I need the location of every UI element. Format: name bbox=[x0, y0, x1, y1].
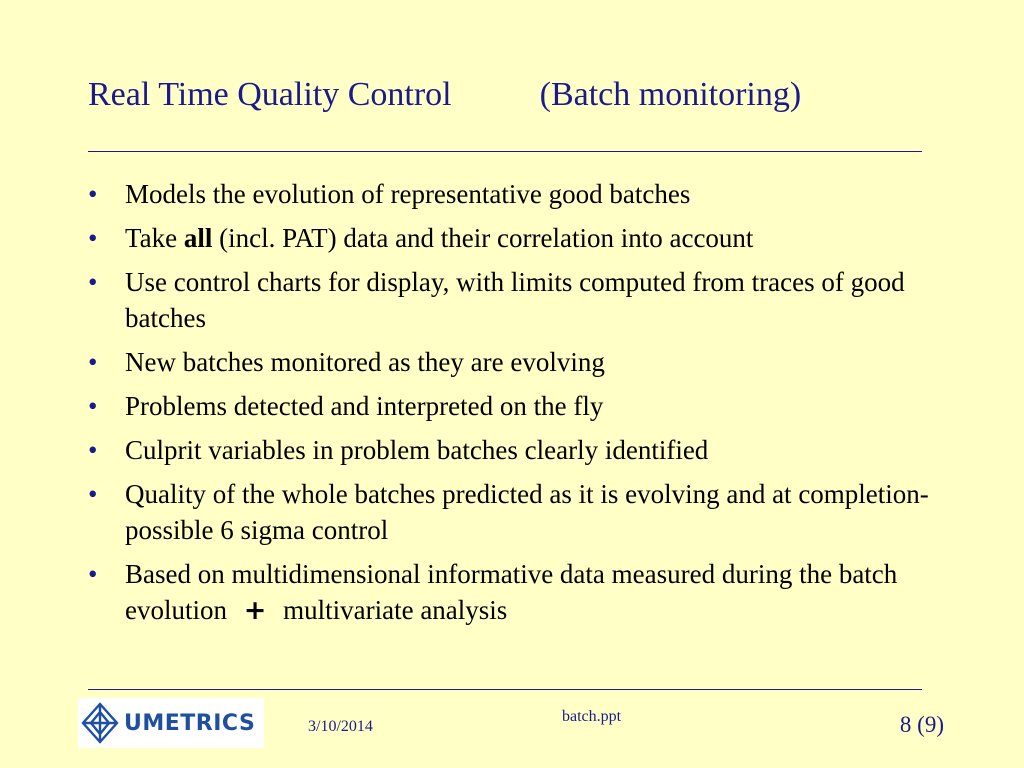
bullet-icon: • bbox=[88, 179, 98, 209]
logo-wordmark: UMETRICS bbox=[124, 710, 256, 736]
bullet-item bbox=[88, 220, 958, 256]
umetrics-logo bbox=[78, 698, 264, 748]
bullet-item bbox=[88, 264, 958, 336]
bullet-item bbox=[88, 432, 958, 468]
bullet-icon: • bbox=[88, 347, 98, 377]
bullet-item bbox=[88, 388, 958, 424]
bullet-text: Quality of the whole batches predicted as it is evolving and at completion- possible 6 sigma control bbox=[125, 479, 929, 545]
bullet-text: Models the evolution of representative good batches bbox=[125, 179, 691, 209]
footer-date: 3/10/2014 bbox=[308, 718, 373, 735]
bullet-text: Culprit variables in problem batches clearly identified bbox=[125, 435, 709, 465]
bullet-text-post: (incl. PAT) data and their correlation into account bbox=[212, 223, 754, 253]
bullet-icon: • bbox=[88, 559, 98, 589]
page-number: 8 (9) bbox=[899, 712, 944, 737]
bullet-icon: • bbox=[88, 267, 98, 297]
slide-title bbox=[88, 76, 801, 114]
bullet-item bbox=[88, 556, 958, 629]
footer-filename: batch.ppt bbox=[562, 708, 622, 725]
umetrics-logo-icon bbox=[80, 701, 120, 745]
top-divider bbox=[88, 151, 922, 152]
bullet-item bbox=[88, 344, 958, 380]
title-main: Real Time Quality Control bbox=[88, 76, 452, 113]
bullet-text: New batches monitored as they are evolving bbox=[125, 347, 605, 377]
bullet-item bbox=[88, 176, 958, 212]
bullet-text-post: multivariate analysis bbox=[276, 595, 508, 625]
plus-symbol: + bbox=[243, 595, 267, 626]
bottom-divider bbox=[88, 689, 922, 690]
bullet-list bbox=[88, 176, 958, 637]
bullet-icon: • bbox=[88, 223, 98, 253]
bullet-icon: • bbox=[88, 479, 98, 509]
bullet-text-pre: Take bbox=[125, 223, 184, 253]
bullet-icon: • bbox=[88, 391, 98, 421]
bullet-text: Use control charts for display, with limits computed from traces of good batches bbox=[125, 267, 905, 333]
bullet-text-pre: Based on multidimensional informative data measured during the batch evolution bbox=[125, 559, 898, 625]
bullet-icon: • bbox=[88, 435, 98, 465]
title-subtitle: (Batch monitoring) bbox=[539, 76, 802, 113]
bullet-text: Problems detected and interpreted on the fly bbox=[125, 391, 604, 421]
bullet-text-bold: all bbox=[183, 223, 213, 253]
bullet-item bbox=[88, 476, 958, 548]
